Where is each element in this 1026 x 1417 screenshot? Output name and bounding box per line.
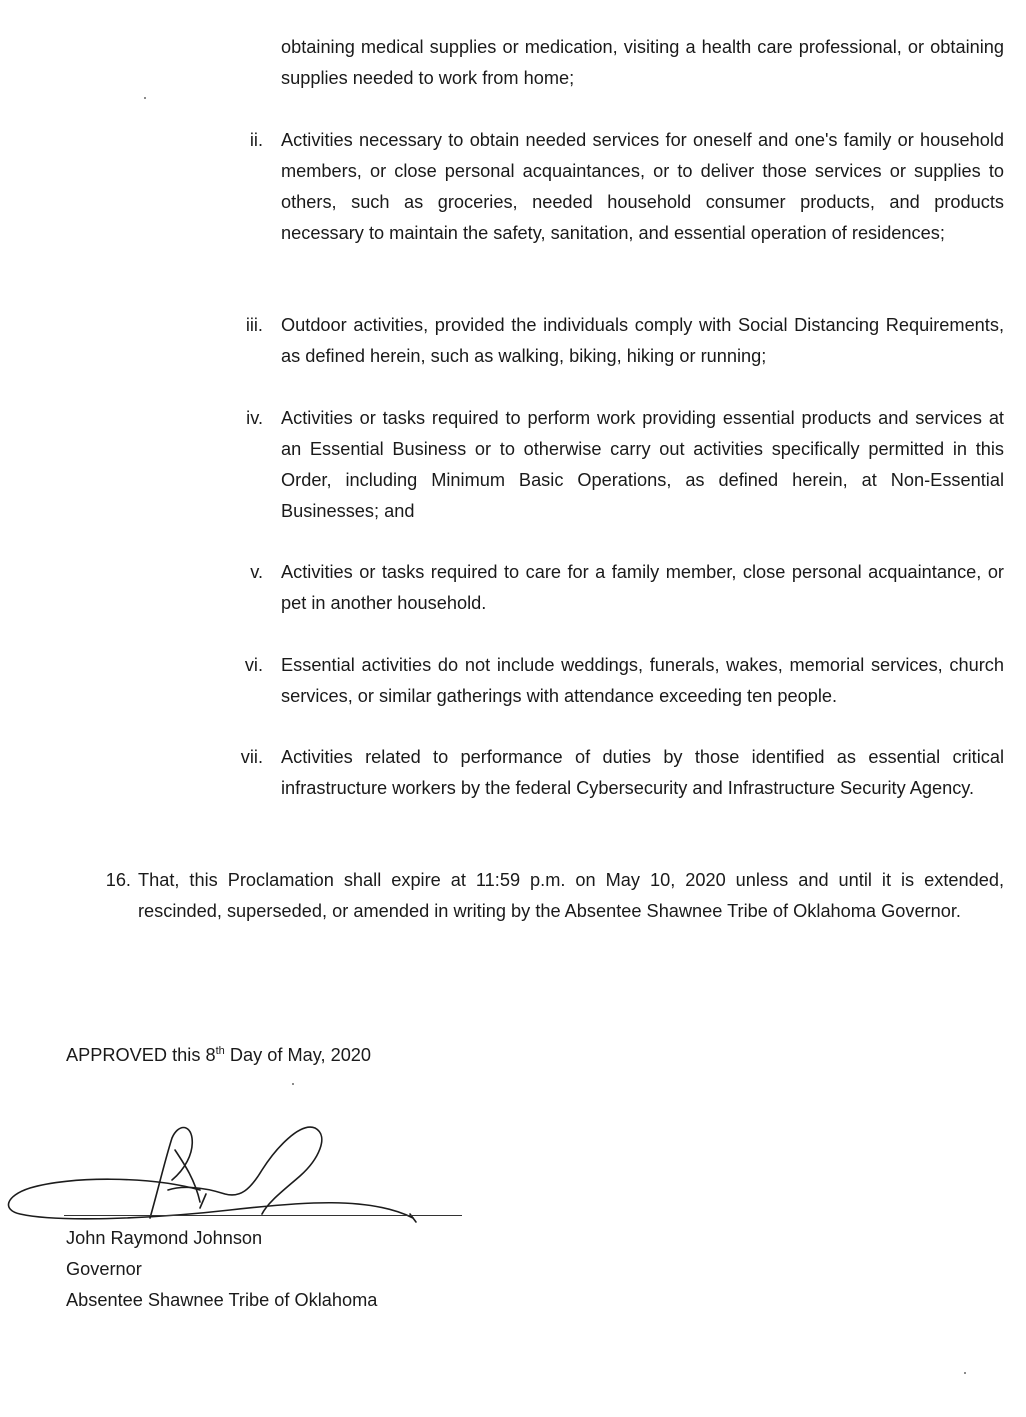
scan-speck — [292, 1083, 294, 1085]
approval-date-line — [66, 1040, 371, 1071]
list-item-number: iii. — [245, 315, 263, 335]
list-item-number: vii. — [240, 747, 263, 767]
signatory-title: Governor — [66, 1259, 142, 1279]
list-item-text: Essential activities do not include weddings, funerals, wakes, memorial services, church services, or similar gatherings with attendance exceeding ten people. — [281, 655, 1004, 706]
list-item-text: Activities or tasks required to care for a family member, close personal acquaintance, or pet in another household. — [281, 562, 1004, 613]
approval-prefix: APPROVED this 8 — [66, 1045, 216, 1065]
approval-suffix: Day of May, 2020 — [224, 1045, 372, 1065]
approval-ordinal: th — [215, 1044, 225, 1057]
list-item-number: iv. — [246, 408, 263, 428]
signature-line — [64, 1215, 462, 1216]
list-item-text: Activities or tasks required to perform work providing essential products and services at an Essential Business or to otherwise carry out activities specifically permitted in this Order, including Minimum Basic Operations, as defined herein, at Non-Essential Businesses; and — [281, 408, 1004, 521]
numbered-item-number: 16. — [105, 870, 131, 890]
signatory-organization: Absentee Shawnee Tribe of Oklahoma — [66, 1290, 378, 1310]
list-item-number: v. — [250, 562, 263, 582]
list-item-text: Activities related to performance of duties by those identified as essential critical infrastructure workers by the federal Cybersecurity and Infrastructure Security Agency. — [281, 747, 1004, 798]
scan-speck — [144, 97, 146, 99]
list-item-number: ii. — [249, 130, 263, 150]
list-item-text: Outdoor activities, provided the individuals comply with Social Distancing Requirements, as defined herein, such as walking, biking, hiking or running; — [281, 315, 1004, 366]
handwritten-signature — [0, 1110, 470, 1230]
numbered-item-text: That, this Proclamation shall expire at 11:59 p.m. on May 10, 2020 unless and until it is extended, rescinded, superseded, or amended in writing by the Absentee Shawnee Tribe of Oklahoma Governor. — [138, 870, 1004, 921]
signatory-name: John Raymond Johnson — [66, 1228, 263, 1248]
list-item-text: Activities necessary to obtain needed services for oneself and one's family or household members, or close personal acquaintances, or to deliver those services or supplies to others, such as groceries, needed household consumer products, and products necessary to maintain the safety, sanitation, and essential operation of residences; — [281, 130, 1004, 243]
continuation-paragraph: obtaining medical supplies or medication, visiting a health care professional, or obtaining supplies needed to work from home; — [281, 37, 1004, 88]
list-item-number: vi. — [244, 655, 263, 675]
scan-speck — [964, 1372, 966, 1374]
signatory-block — [66, 1223, 377, 1316]
